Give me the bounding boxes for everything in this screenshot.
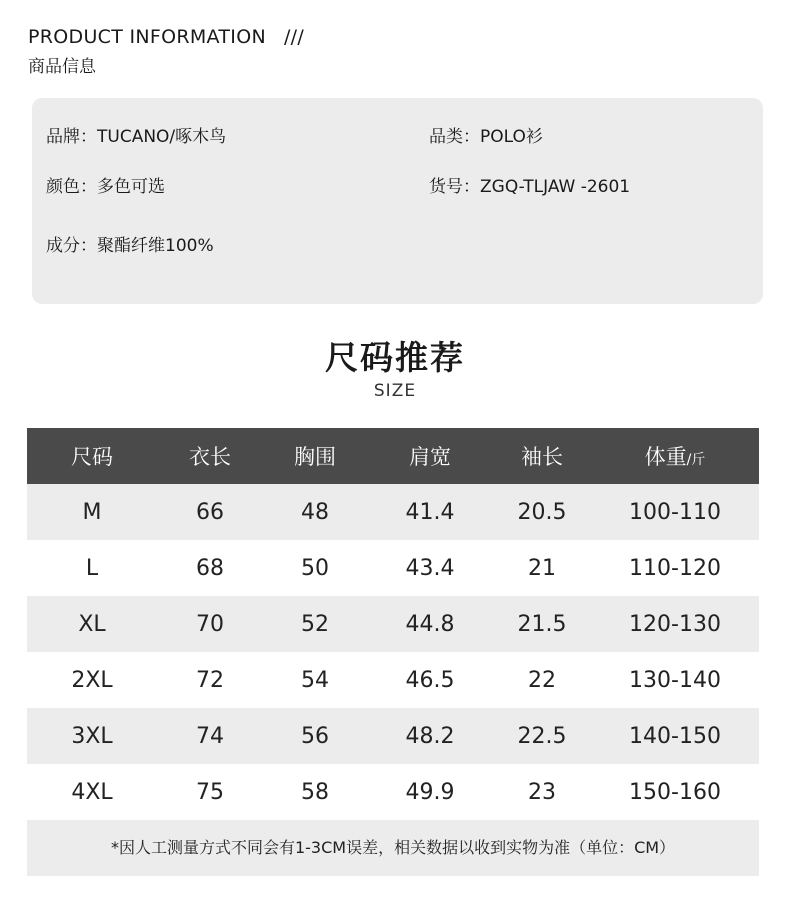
cell-chest: 48 xyxy=(263,484,367,540)
cell-size: 4XL xyxy=(27,764,157,820)
cell-length: 75 xyxy=(157,764,263,820)
size-section-subtitle: SIZE xyxy=(373,381,417,401)
cell-size: 3XL xyxy=(27,708,157,764)
header-size: 尺码 xyxy=(27,428,157,484)
header-weight-label: 体重 xyxy=(644,445,687,469)
color-value: 多色可选 xyxy=(97,177,165,197)
cell-shoulder: 46.5 xyxy=(367,652,493,708)
table-row xyxy=(27,484,759,540)
header-chest: 胸围 xyxy=(263,428,367,484)
brand-value: TUCANO/啄木鸟 xyxy=(97,127,227,147)
measurement-note: *因人工测量方式不同会有1-3CM误差，相关数据以收到实物为准（单位：CM） xyxy=(27,820,759,876)
cell-sleeve: 22 xyxy=(493,652,591,708)
cell-length: 74 xyxy=(157,708,263,764)
table-row xyxy=(27,708,759,764)
header-weight xyxy=(591,428,759,484)
sku-label: 货号： xyxy=(429,177,480,197)
brand-field xyxy=(46,122,226,147)
cell-sleeve: 22.5 xyxy=(493,708,591,764)
cell-chest: 52 xyxy=(263,596,367,652)
category-label: 品类： xyxy=(429,127,480,147)
category-field xyxy=(429,122,543,147)
cell-shoulder: 48.2 xyxy=(367,708,493,764)
cell-sleeve: 20.5 xyxy=(493,484,591,540)
cell-chest: 58 xyxy=(263,764,367,820)
cell-weight: 140-150 xyxy=(591,708,759,764)
sku-field xyxy=(429,172,630,197)
cell-size: XL xyxy=(27,596,157,652)
color-field xyxy=(46,172,165,197)
cell-weight: 110-120 xyxy=(591,540,759,596)
product-info-header xyxy=(28,26,304,77)
size-section-title: 尺码推荐 xyxy=(325,338,465,377)
cell-size: L xyxy=(27,540,157,596)
product-info-title-cn: 商品信息 xyxy=(28,57,96,77)
cell-size: 2XL xyxy=(27,652,157,708)
title-slashes: /// xyxy=(283,26,305,48)
cell-weight: 130-140 xyxy=(591,652,759,708)
category-value: POLO衫 xyxy=(480,127,543,147)
size-table-header-row xyxy=(27,428,759,484)
sku-value: ZGQ-TLJAW -2601 xyxy=(480,177,631,197)
title-en-text: PRODUCT INFORMATION xyxy=(28,26,266,48)
material-field xyxy=(46,231,214,256)
cell-weight: 100-110 xyxy=(591,484,759,540)
cell-length: 72 xyxy=(157,652,263,708)
header-sleeve: 袖长 xyxy=(493,428,591,484)
brand-label: 品牌： xyxy=(46,127,97,147)
cell-shoulder: 44.8 xyxy=(367,596,493,652)
cell-weight: 120-130 xyxy=(591,596,759,652)
table-row xyxy=(27,764,759,820)
color-label: 颜色： xyxy=(46,177,97,197)
cell-sleeve: 23 xyxy=(493,764,591,820)
material-label: 成分： xyxy=(46,236,97,256)
table-row xyxy=(27,652,759,708)
cell-chest: 56 xyxy=(263,708,367,764)
cell-shoulder: 41.4 xyxy=(367,484,493,540)
table-row xyxy=(27,596,759,652)
cell-size: M xyxy=(27,484,157,540)
cell-chest: 54 xyxy=(263,652,367,708)
product-info-title-en xyxy=(28,26,304,48)
cell-length: 70 xyxy=(157,596,263,652)
header-shoulder: 肩宽 xyxy=(367,428,493,484)
cell-weight: 150-160 xyxy=(591,764,759,820)
cell-length: 66 xyxy=(157,484,263,540)
product-info-box xyxy=(32,98,763,304)
cell-sleeve: 21.5 xyxy=(493,596,591,652)
cell-chest: 50 xyxy=(263,540,367,596)
size-table xyxy=(27,428,759,820)
cell-length: 68 xyxy=(157,540,263,596)
cell-shoulder: 49.9 xyxy=(367,764,493,820)
material-value: 聚酯纤维100% xyxy=(97,236,214,256)
cell-shoulder: 43.4 xyxy=(367,540,493,596)
header-length: 衣长 xyxy=(157,428,263,484)
table-row xyxy=(27,540,759,596)
header-weight-unit: /斤 xyxy=(686,452,706,468)
cell-sleeve: 21 xyxy=(493,540,591,596)
